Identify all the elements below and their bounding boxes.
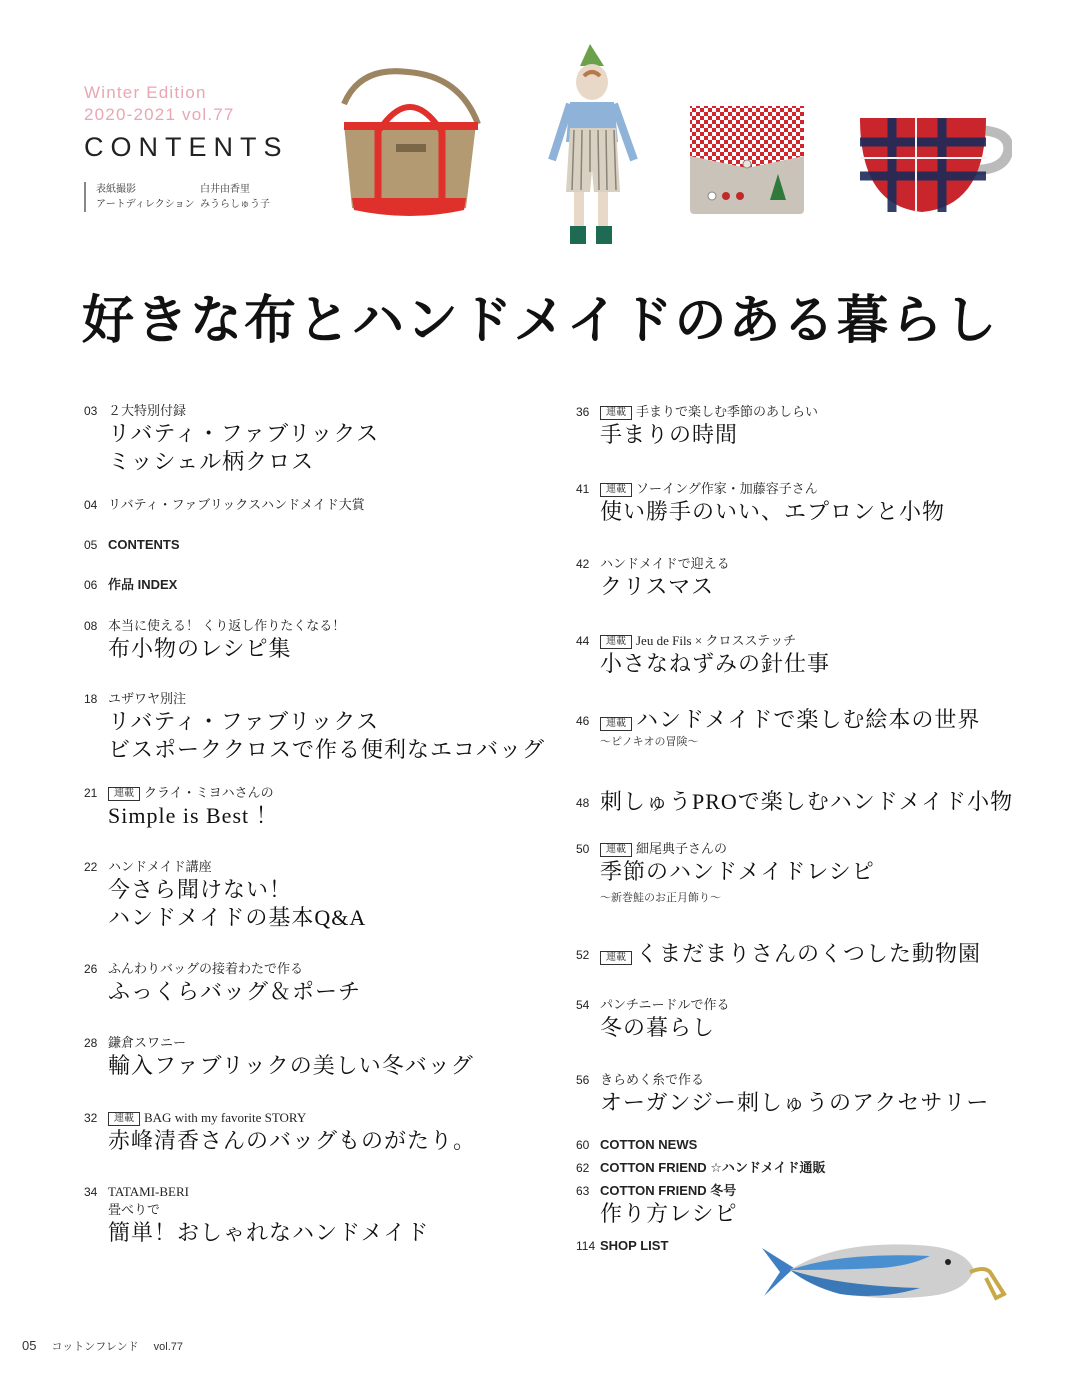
page-number: 06 <box>84 578 98 592</box>
toc-entry[interactable] <box>576 555 730 601</box>
serial-badge: 連載 <box>600 951 632 965</box>
page-number: 32 <box>84 1111 98 1125</box>
entry-subtitle: きらめく糸で作る <box>600 1072 705 1087</box>
credit-name: 白井由香里 <box>200 184 250 195</box>
entry-title: 布小物のレシピ集 <box>108 636 292 661</box>
entry-title: ビスポーククロスで作る便利なエコバッグ <box>108 737 546 762</box>
page-number: 22 <box>84 860 98 874</box>
toc-entry[interactable] <box>576 996 729 1042</box>
entry-subtitle: ソーイング作家・加藤容子さん <box>636 481 818 496</box>
page-number: 18 <box>84 692 98 706</box>
entry-subtitle: ハンドメイド講座 <box>108 859 212 874</box>
serial-badge: 連載 <box>600 635 632 649</box>
toc-entry[interactable] <box>84 1109 476 1155</box>
entry-title: 輸入ファブリックの美しい冬バッグ <box>108 1053 474 1078</box>
volume-text: 2020-2021 vol.77 <box>84 105 235 124</box>
entry-title: 赤峰清香さんのバッグものがたり。 <box>108 1128 477 1153</box>
entry-title: 手まりの時間 <box>600 422 739 447</box>
toc-entry[interactable] <box>84 690 545 764</box>
page-number: 41 <box>576 482 590 496</box>
credit-name: みうらしゅう子 <box>200 199 270 210</box>
toc-entry[interactable] <box>84 402 379 476</box>
entry-title: 季節のハンドメイドレシピ <box>600 859 875 884</box>
serial-badge: 連載 <box>108 787 140 801</box>
toc-entry[interactable] <box>576 1071 989 1117</box>
pinocchio-doll-image <box>540 42 650 252</box>
page-number: 50 <box>576 842 590 856</box>
tartan-cup-pouch-image <box>856 112 1012 216</box>
toc-entry[interactable] <box>576 1136 697 1154</box>
toc-entry[interactable] <box>84 1034 474 1080</box>
toc-entry[interactable] <box>576 840 875 906</box>
toc-entry[interactable] <box>576 1182 737 1228</box>
entry-label: CONTENTS <box>108 537 180 552</box>
entry-label: SHOP LIST <box>600 1238 669 1253</box>
entry-title: クリスマス <box>600 574 715 599</box>
page-number: 48 <box>576 796 590 810</box>
page-number: 52 <box>576 948 590 962</box>
page-number: 04 <box>84 498 98 512</box>
entry-subtitle: BAG with my favorite STORY <box>144 1110 307 1125</box>
serial-badge: 連載 <box>600 406 632 420</box>
serial-badge: 連載 <box>600 483 632 497</box>
entry-subtitle: 本当に使える！ くり返し作りたくなる！ <box>108 618 346 633</box>
toc-entry[interactable] <box>576 403 818 449</box>
page-number: 42 <box>576 557 590 571</box>
contents-title: CONTENTS <box>84 132 289 162</box>
footer-page-number: 05 <box>22 1338 37 1353</box>
toc-entry[interactable] <box>84 496 365 514</box>
page-number: 44 <box>576 634 590 648</box>
page-number: 34 <box>84 1185 98 1199</box>
entry-title: くまだまりさんのくつした動物園 <box>636 941 982 966</box>
credits <box>84 182 270 212</box>
entry-title: ハンドメイドの基本Q&A <box>108 905 367 930</box>
page-number: 28 <box>84 1036 98 1050</box>
entry-title: 今さら聞けない！ <box>108 877 293 902</box>
entry-subtitle: 細尾典子さんの <box>636 841 728 856</box>
entry-subtitle: ふんわりバッグの接着わたで作る <box>108 961 304 976</box>
entry-title: ふっくらバッグ＆ポーチ <box>108 979 362 1004</box>
page-number: 03 <box>84 404 98 418</box>
toc-entry[interactable] <box>84 858 366 932</box>
entry-subtitle: パンチニードルで作る <box>600 997 730 1012</box>
toc-entry[interactable] <box>576 632 830 678</box>
page-number: 56 <box>576 1073 590 1087</box>
tote-bag-image <box>330 66 490 226</box>
toc-entry[interactable] <box>84 617 345 663</box>
serial-badge: 連載 <box>600 843 632 857</box>
entry-note: 〜新巻鮭のお正月飾り〜 <box>600 892 721 904</box>
toc-entry[interactable] <box>576 706 980 750</box>
page-number: 08 <box>84 619 98 633</box>
toc-entry[interactable] <box>576 940 981 968</box>
entry-label: COTTON FRIEND ☆ハンドメイド通販 <box>600 1160 826 1175</box>
page-number: 63 <box>576 1184 590 1198</box>
serial-badge: 連載 <box>108 1112 140 1126</box>
credit-row <box>96 197 270 212</box>
christmas-pouch-image <box>688 104 806 216</box>
entry-title: リバティ・ファブリックス <box>108 709 380 734</box>
entry-note: 〜ピノキオの冒険〜 <box>600 736 699 748</box>
entry-subtitle: リバティ・ファブリックスハンドメイド大賞 <box>108 497 365 512</box>
entry-subtitle: 鎌倉スワニー <box>108 1035 187 1050</box>
toc-entry[interactable] <box>84 1183 429 1247</box>
entry-title: 小さなねずみの針仕事 <box>600 651 831 676</box>
entry-subtitle: Jeu de Fils × クロスステッチ <box>636 633 797 648</box>
footer-volume: vol.77 <box>153 1341 184 1353</box>
main-title: 好きな布とハンドメイドのある暮らし <box>82 292 999 350</box>
entry-title: リバティ・ファブリックス <box>108 421 380 446</box>
entry-label: COTTON NEWS <box>600 1137 698 1152</box>
entry-title: 簡単！おしゃれなハンドメイド <box>108 1220 430 1245</box>
page-number: 54 <box>576 998 590 1012</box>
toc-entry[interactable] <box>576 1159 826 1177</box>
entry-subtitle: 畳べりで <box>108 1202 161 1217</box>
entry-subtitle: 手まりで楽しむ季節のあしらい <box>636 404 819 419</box>
entry-subtitle: ハンドメイドで迎える <box>600 556 730 571</box>
page-number: 05 <box>84 538 98 552</box>
entry-title: 作り方レシピ <box>600 1201 738 1226</box>
credit-row <box>96 182 270 197</box>
page-number: 60 <box>576 1138 590 1152</box>
credit-role: アートディレクション <box>96 199 195 210</box>
credit-role: 表紙撮影 <box>96 184 136 195</box>
entry-title: 使い勝手のいい、エプロンと小物 <box>600 499 946 524</box>
toc-entry[interactable] <box>84 784 279 830</box>
edition-label <box>84 82 235 126</box>
entry-subtitle: TATAMI-BERI <box>108 1184 189 1199</box>
toc-entry[interactable] <box>576 788 1013 816</box>
toc-entry[interactable] <box>576 1237 668 1255</box>
page-number: 46 <box>576 714 590 728</box>
entry-title: 刺しゅうPROで楽しむハンドメイド小物 <box>600 789 1014 814</box>
page-number: 21 <box>84 786 98 800</box>
entry-label: 作品 INDEX <box>108 577 178 592</box>
fish-toy-image <box>760 1236 1010 1310</box>
edition-text: Winter Edition <box>84 83 207 102</box>
entry-subtitle: ユザワヤ別注 <box>108 691 187 706</box>
entry-subtitle: ２大特別付録 <box>108 403 187 418</box>
toc-entry[interactable] <box>84 576 177 594</box>
entry-label: COTTON FRIEND 冬号 <box>600 1183 737 1198</box>
toc-entry[interactable] <box>84 960 361 1006</box>
entry-title: 冬の暮らし <box>600 1015 716 1040</box>
page-footer <box>22 1338 195 1354</box>
entry-title: ハンドメイドで楽しむ絵本の世界 <box>636 707 981 732</box>
toc-entry[interactable] <box>576 480 945 526</box>
serial-badge: 連載 <box>600 717 632 731</box>
toc-entry[interactable] <box>84 536 180 554</box>
page-number: 62 <box>576 1161 590 1175</box>
page-number: 26 <box>84 962 98 976</box>
entry-subtitle: クライ・ミヨハさんの <box>144 785 274 800</box>
entry-title: Simple is Best ！ <box>108 803 279 828</box>
entry-title: オーガンジー刺しゅうのアクセサリー <box>600 1090 990 1115</box>
page-number: 36 <box>576 405 590 419</box>
footer-magazine: コットンフレンド <box>51 1341 139 1353</box>
entry-title: ミッシェル柄クロス <box>108 449 315 474</box>
page-number: 114 <box>576 1239 596 1253</box>
